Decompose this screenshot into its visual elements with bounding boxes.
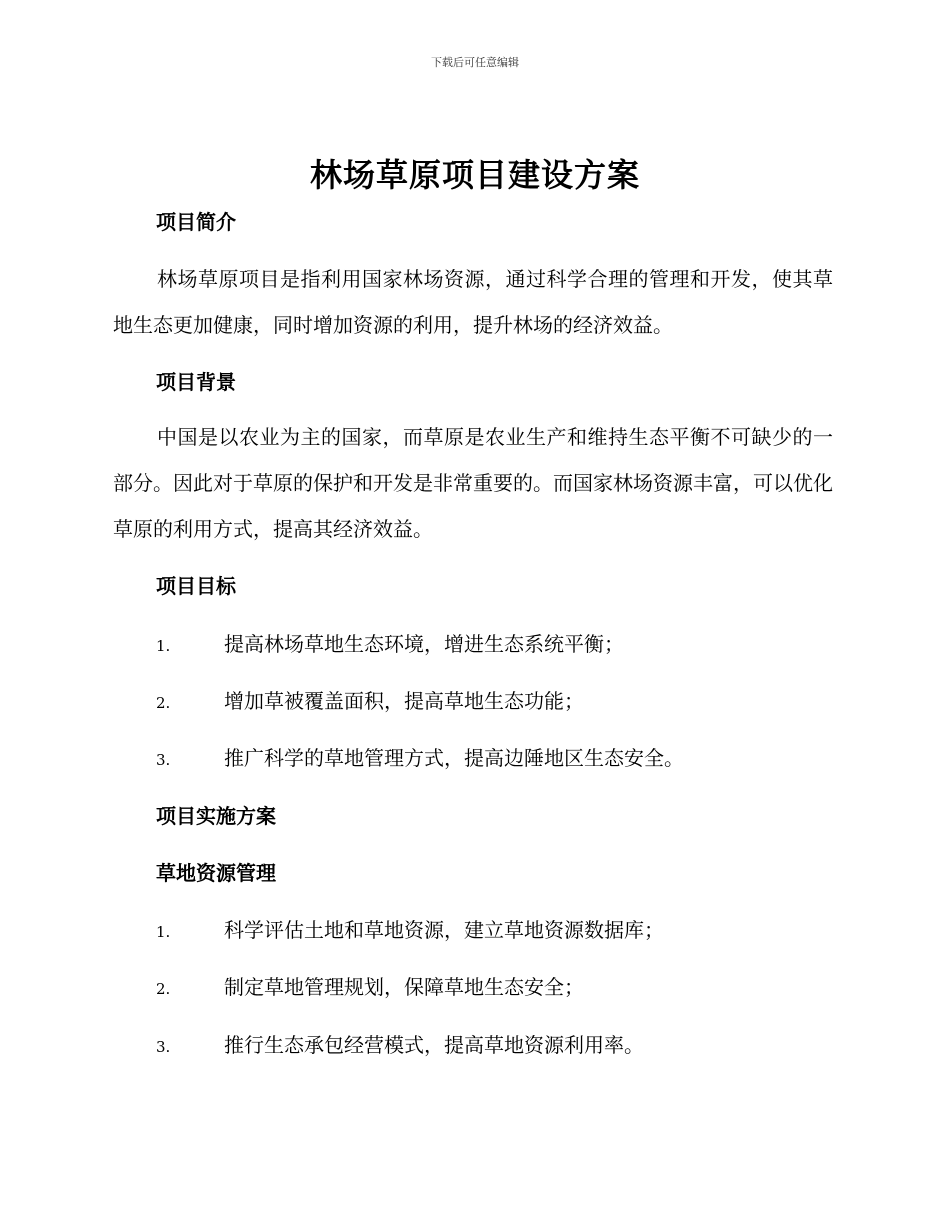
list-item-number: 3. <box>156 751 171 769</box>
list-item <box>156 973 846 1003</box>
list-item-number: 2. <box>156 694 171 712</box>
list-item-text: 提高林场草地生态环境，增进生态系统平衡； <box>224 632 624 656</box>
document-title: 林场草原项目建设方案 <box>309 156 640 194</box>
list-item-text: 制定草地管理规划，保障草地生态安全； <box>224 975 584 999</box>
list-item <box>156 744 846 774</box>
list-item <box>156 687 846 717</box>
list-item-text: 推广科学的草地管理方式，提高边陲地区生态安全。 <box>224 746 684 770</box>
list-item-number: 3. <box>156 1038 171 1056</box>
paragraph-intro: 林场草原项目是指利用国家林场资源，通过科学合理的管理和开发，使其草地生态更加健康，同时增加资源的利用，提升林场的经济效益。 <box>113 267 833 337</box>
list-item-text: 科学评估土地和草地资源，建立草地资源数据库； <box>224 918 664 942</box>
list-item-number: 2. <box>156 980 171 998</box>
list-item-number: 1. <box>156 637 171 655</box>
section-heading-background: 项目背景 <box>156 370 236 394</box>
list-item-number: 1. <box>156 923 171 941</box>
section-heading-intro: 项目简介 <box>156 210 236 234</box>
list-item <box>156 630 846 660</box>
list-item-text: 增加草被覆盖面积，提高草地生态功能； <box>224 689 584 713</box>
section-heading-goals: 项目目标 <box>156 574 236 598</box>
list-item <box>156 1031 846 1061</box>
header-note: 下载后可任意编辑 <box>431 56 519 69</box>
paragraph-background: 中国是以农业为主的国家，而草原是农业生产和维持生态平衡不可缺少的一部分。因此对于草原的保护和开发是非常重要的。而国家林场资源丰富，可以优化草原的利用方式，提高其经济效益。 <box>113 425 833 541</box>
section-heading-grassland: 草地资源管理 <box>156 861 276 885</box>
list-item <box>156 916 846 946</box>
list-item-text: 推行生态承包经营模式，提高草地资源利用率。 <box>224 1033 644 1057</box>
section-heading-implementation: 项目实施方案 <box>156 804 276 828</box>
